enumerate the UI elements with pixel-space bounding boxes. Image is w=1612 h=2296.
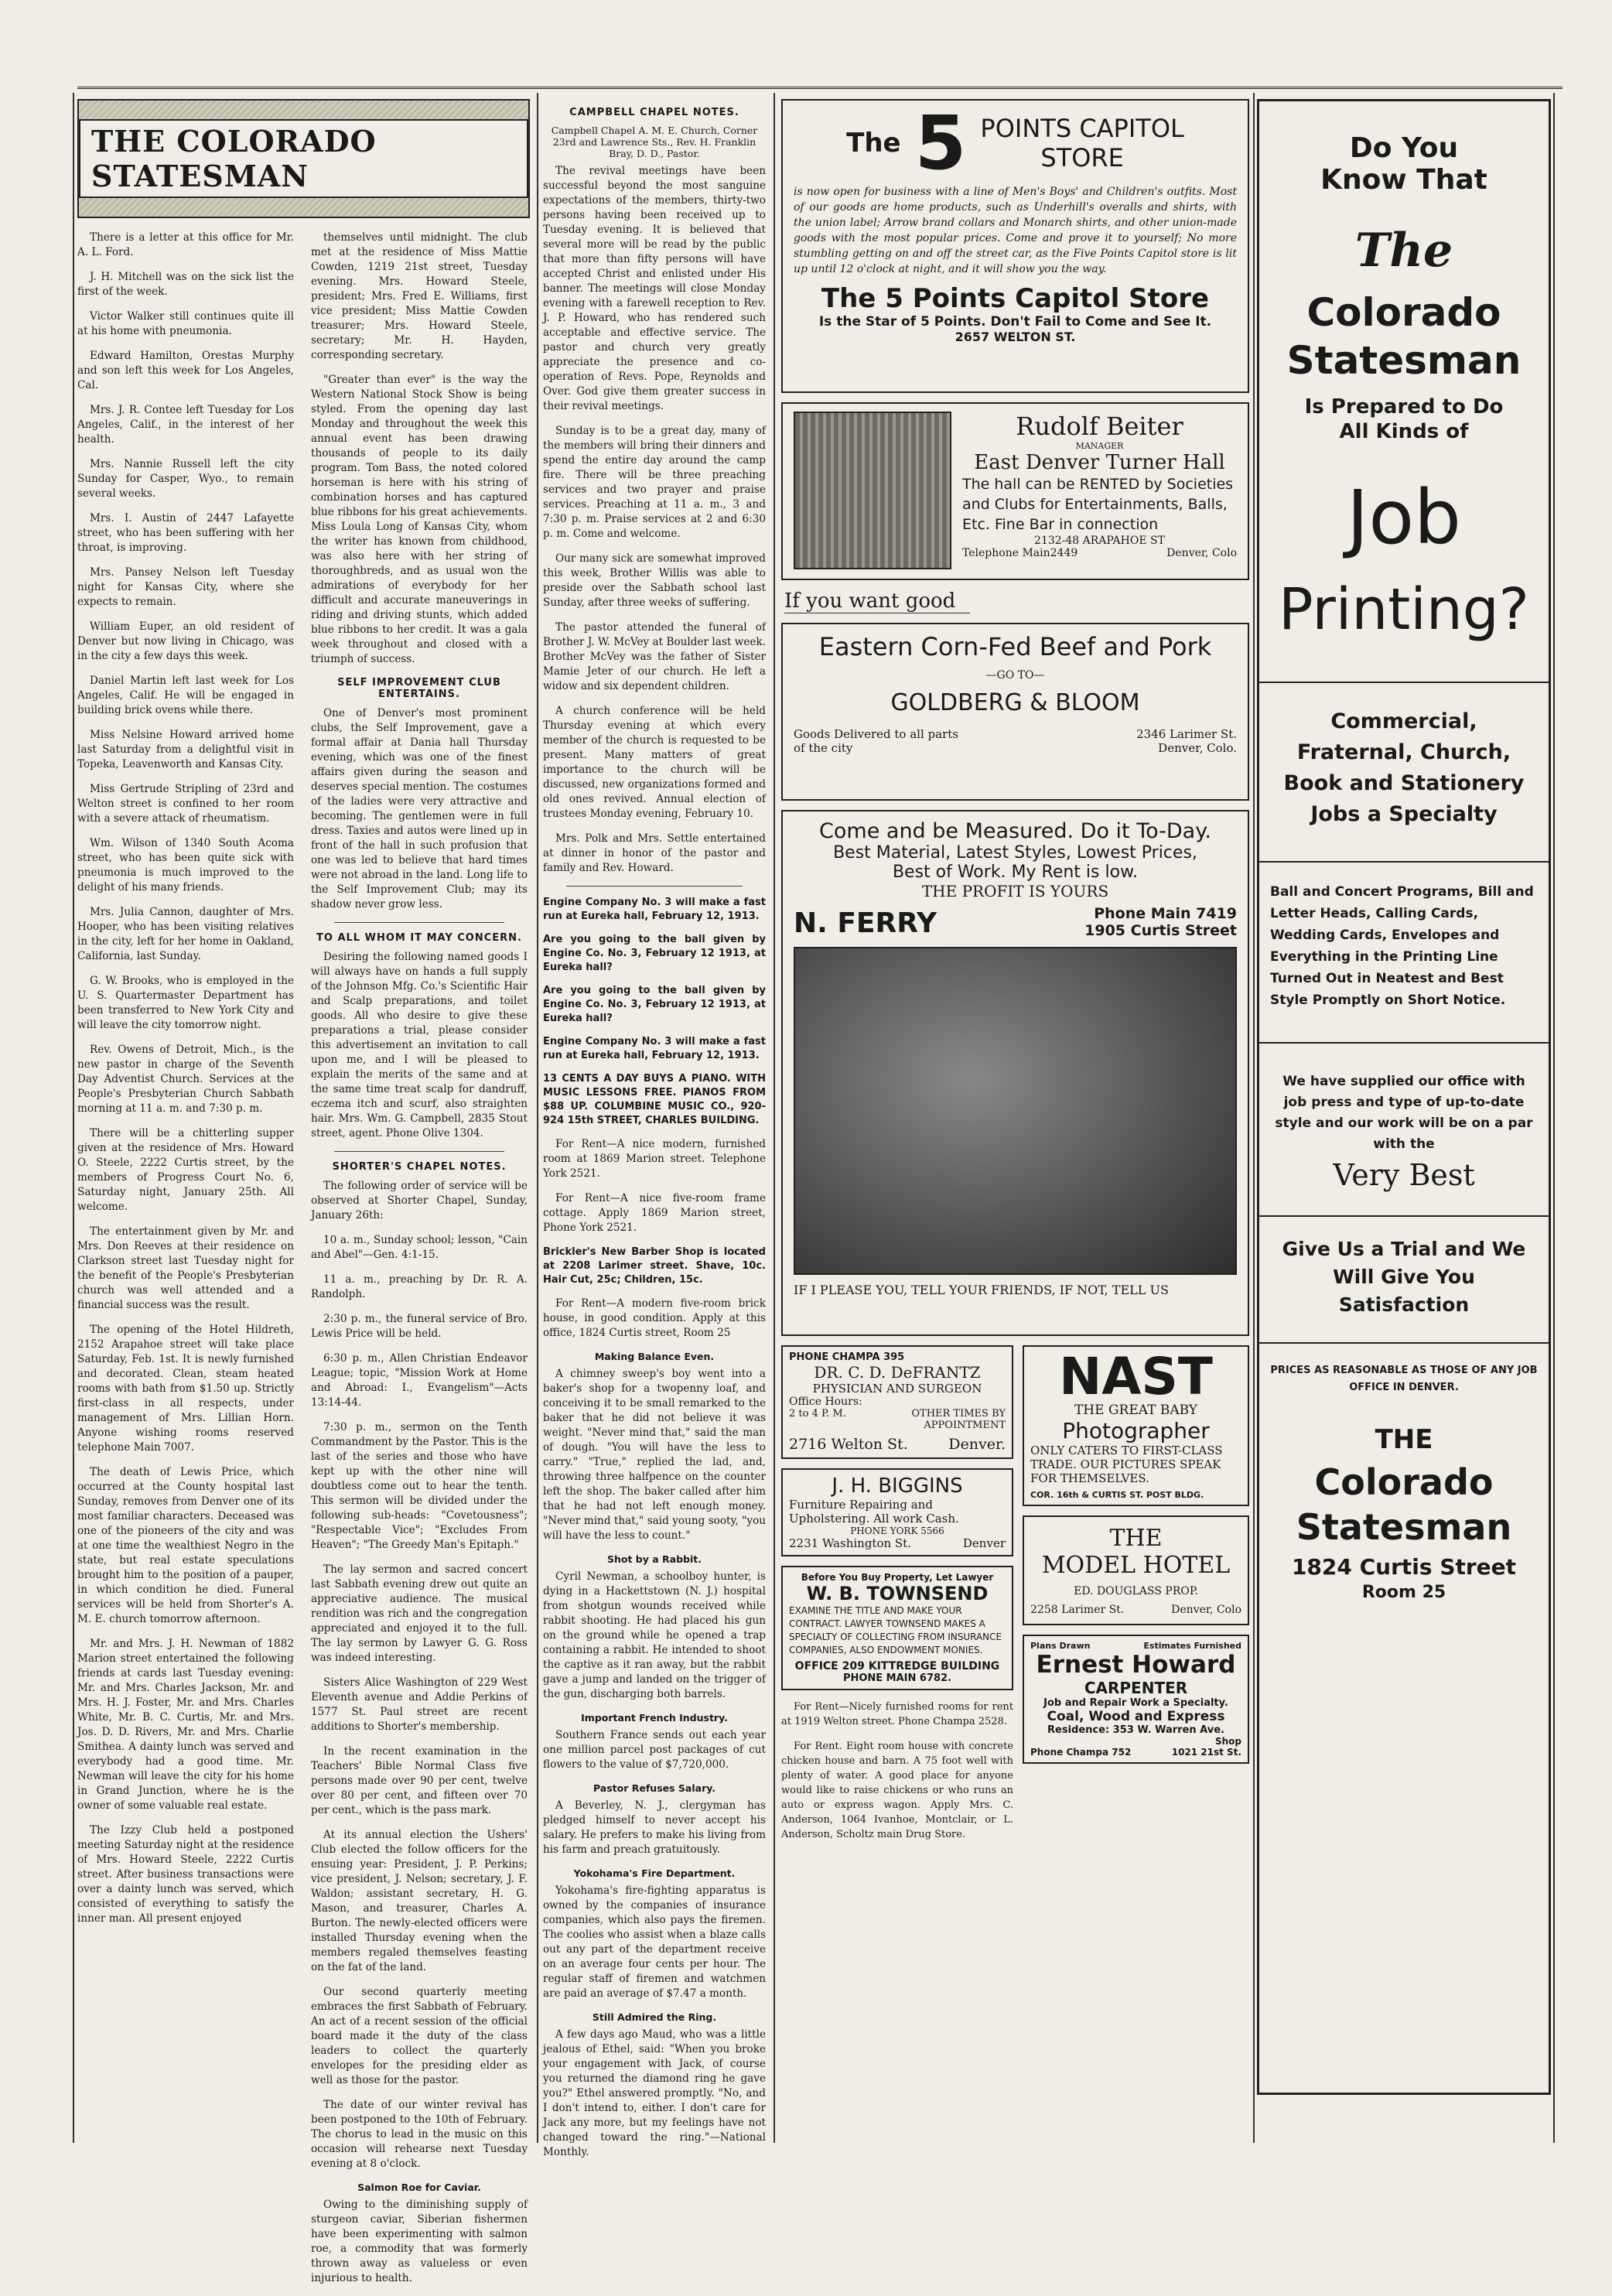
heading-balance: Making Balance Even. <box>594 1351 715 1362</box>
ad-body: Ball and Concert Programs, Bill and Letter Heads, Calling Cards, Wedding Cards, Envelopes and Everything in the Printing Line Turned Out in Neatest and Best Style Promptly on Short Notice. <box>1270 884 1534 1008</box>
paragraph: Victor Walker still continues quite ill at his home with pneumonia. <box>77 310 294 337</box>
paragraph: Our many sick are somewhat improved this week, Brother Willis was able to preside over the Sabbath school last Sunday, after three weeks of suffering. <box>543 552 766 609</box>
barber-ad: Brickler's New Barber Shop is located at 2208 Larimer street. Shave, 10c. Hair Cut, 25c; Children, 15c. <box>543 1246 766 1286</box>
column-rule <box>1553 93 1555 2143</box>
ad-address: 2346 Larimer St. <box>1136 727 1237 741</box>
model-hotel-ad <box>1023 1515 1249 1625</box>
locals-column <box>77 231 294 1936</box>
ad-text: Office Hours: <box>789 1396 862 1408</box>
ad-address: Room 25 <box>1361 1583 1446 1602</box>
defrantz-ad <box>781 1345 1013 1459</box>
small-ads-right <box>1023 1345 1249 1852</box>
ad-headline: Ernest Howard <box>1036 1651 1236 1679</box>
paragraph: Desiring the following named goods I will always have on hands a full supply of the Johnson Mfg. Co.'s Scientific Hair and Scalp preparations, and toilet goods. All who desire to give these preparations a trial, please consider this advertisement an invitation to call upon me, and I will be pleased to explain the merits of the same and at the same time treat scalp for dandruff, eczema itch and scurf, also straighten hair. Mrs. Wm. G. Campbell, 2835 Stout street, agent. Phone Olive 1304. <box>311 951 528 1139</box>
paragraph: The pastor attended the funeral of Brother J. W. McVey at Boulder last week. Brother McVey was the father of Sister Mamie Jeter of our church. He left a widow and six dependent children. <box>543 621 766 692</box>
ad-headline: Statesman <box>1296 1506 1512 1548</box>
ernest-howard-ad <box>1023 1635 1249 1764</box>
ad-text: THE PROFIT IS YOURS <box>921 882 1109 900</box>
ad-address: 1021 21st St. <box>1171 1747 1241 1758</box>
ad-text: 2 to 4 P. M. <box>789 1408 846 1420</box>
column-rule <box>73 93 74 2143</box>
ad-body: ONLY CATERS TO FIRST-CLASS TRADE. OUR PICTURES SPEAK FOR THEMSELVES. <box>1030 1444 1223 1485</box>
story-yokohama: Yokohama's fire-fighting apparatus is owned by the companies of insurance companies, which also pays the firemen. The coolies who assist when a blaze calls out any part of the department receive on an average four cents per hour. The regular staff of firemen and watchmen are paid an average of $7.47 a month. <box>543 1884 766 2000</box>
ad-text: Denver. <box>948 1436 1006 1453</box>
ad-body: Commercial, Fraternal, Church, Book and Stationery Jobs a Specialty <box>1283 709 1525 826</box>
ad-text: Coal, Wood and Express <box>1047 1709 1225 1724</box>
divider <box>334 1151 504 1152</box>
ad-text: 5 <box>914 100 967 186</box>
paragraph: 11 a. m., preaching by Dr. R. A. Randolph. <box>311 1273 528 1300</box>
paragraph: William Euper, an old resident of Denver but now living in Chicago, was in the city a few days this week. <box>77 620 294 662</box>
paragraph: Sunday is to be a great day, many of the members will bring their dinners and spend the entire day around the camp fire. There will be three preaching services and two prayer and praise services. Preaching at 11 a. m., 3 and 7:30 p. m. Praise services at 2 and 6:30 p. m. Come and welcome. <box>543 425 766 540</box>
ad-phone: Phone Main 7419 <box>1094 905 1237 922</box>
column-rule <box>774 93 775 2143</box>
ad-headline: W. B. TOWNSEND <box>806 1583 989 1604</box>
ad-body: EXAMINE THE TITLE AND MAKE YOUR CONTRACT. LAWYER TOWNSEND MAKES A SPECIALTY OF COLLECTING FROM INSURANCE COMPANIES, ALSO ENDOWMENT MONIES. <box>789 1605 1002 1655</box>
ad-text: MANAGER <box>1075 441 1124 451</box>
paragraph: themselves until midnight. The club met at the residence of Miss Mattie Cowden, 1219 21st street, Tuesday evening. Mrs. Howard Steele, president; Mrs. Fred E. Williams, first vice president; Miss Mattie Cowden treasurer; Mrs. Howard Steele, secretary; Mr. H. Hayden, corresponding secretary. <box>311 231 528 361</box>
ad-phone: PHONE CHAMPA 395 <box>789 1351 905 1363</box>
ad-headline: GOLDBERG & BLOOM <box>890 689 1140 716</box>
ad-text: Shop <box>1214 1736 1241 1747</box>
ad-address: 2132-48 ARAPAHOE ST <box>1034 535 1165 547</box>
divider <box>1259 1215 1549 1217</box>
biggins-ad <box>781 1468 1013 1556</box>
small-ads-left <box>781 1345 1013 1852</box>
ad-headline: THE <box>1109 1525 1163 1552</box>
ads-column <box>781 99 1249 2141</box>
paragraph: Miss Gertrude Stripling of 23rd and Welton street is confined to her room with a severe attack of rheumatism. <box>77 783 294 825</box>
paragraph: One of Denver's most prominent clubs, the Self Improvement, gave a formal affair at Dania hall Thursday evening, which was one of the finest affairs given during the season and deserves special mention. The costumes of the ladies were very attractive and becoming. The gentlemen were in full dress. Taxies and autos were lined up in front of the hall in such profusion that one was led to believe that hard times were not abroad in the land. Long life to the Self Improvement Club; may its shadow never grow less. <box>311 707 528 911</box>
paragraph: The Izzy Club held a postponed meeting Saturday night at the residence of Mrs. Howard Steele, 2222 Curtis street. After business transactions were over a dainty lunch was served, which consisted of everything to satisfy the inner man. All present enjoyed <box>77 1824 294 1925</box>
piano-ad: 13 CENTS A DAY BUYS A PIANO. WITH MUSIC LESSONS FREE. PIANOS FROM $88 UP. COLUMBINE MUSIC CO., 920-924 15th STREET, CHARLES BUILDING. <box>543 1073 766 1126</box>
ad-headline: Colorado <box>1314 1461 1494 1503</box>
ad-body: is now open for business with a line of Men's Boys' and Children's outfits. Most of our goods are home products, such as Underhill's overalls and shirts, with the union label; Arrow brand collars and Monarch shirts, and other union-made goods with the most popular prices. Come and prove it to yourself; No more stumbling getting on and off the street car, as the Five Points Capitol store is lit up until 12 o'clock at night, and it will show you the way. <box>794 186 1237 275</box>
column-rule <box>1253 93 1255 2143</box>
masthead-title: THE COLORADO STATESMAN <box>79 119 528 198</box>
paragraph: "Greater than ever" is the way the Western National Stock Show is being styled. From the opening day last Monday and throughout the week this annual event has been drawing thousands of people to its daily program. Tom Bass, the noted colored horseman is here with his string of combination horses and has captured blue ribbons for his great achievements. Miss Loula Long of Kansas City, whom the writer has known from childhood, was also here with her string of thoroughbreds, and as usual won the admirations of everybody for her difficult and accurate maneuverings in riding and driving stunts, which added blue ribbons to her credit. It was a gala week throughout and closed with a triumph of success. <box>311 374 528 665</box>
paragraph: Engine Company No. 3 will make a fast run at Eureka hall, February 12, 1913. <box>543 897 766 922</box>
paragraph: 6:30 p. m., Allen Christian Endeavor League; topic, "Mission Work at Home and Abroad: I., Evangelism"—Acts 13:14-44. <box>311 1352 528 1409</box>
top-rule <box>77 87 1562 89</box>
paragraph: Mrs. I. Austin of 2447 Lafayette street, who has been suffering with her throat, is improving. <box>77 512 294 554</box>
ferry-ad <box>781 810 1249 1336</box>
ad-text: Goods Delivered to all parts of the city <box>794 727 958 755</box>
paragraph: There will be a chitterling supper given at the residence of Mrs. Howard O. Steele, 2222 Curtis street, by the members of Progress Court No. 6, Saturday night, January 25th. All welcome. <box>77 1127 294 1213</box>
rent-notice: For Rent—A modern five-room brick house, in good condition. Apply at this office, 1824 Curtis street, Room 25 <box>543 1297 766 1339</box>
paragraph: Are you going to the ball given by Engine Co. No. 3, February 12 1913, at Eureka hall? <box>543 985 766 1024</box>
ad-text: STORE <box>1040 143 1124 173</box>
beiter-ad <box>781 402 1249 580</box>
paragraph: Are you going to the ball given by Engine Co. No. 3, February 12 1913, at Eureka hall? <box>543 934 766 973</box>
tailor-photo <box>794 947 1237 1275</box>
paragraph: The entertainment given by Mr. and Mrs. Don Reeves at their residence on Clarkson street last Tuesday night for the benefit of the People's Presbyterian church was well attended and a financial success was the result. <box>77 1225 294 1311</box>
five-points-ad <box>781 99 1249 393</box>
want-line: If you want good <box>784 589 970 613</box>
ad-text: Denver <box>962 1536 1006 1550</box>
paragraph: 7:30 p. m., sermon on the Tenth Commandment by the Pastor. This is the last of the series and those who have kept up with the other nine will doubtless come out to hear the tenth. This sermon will be divided under the following sub-heads: "Covetousness"; "Respectable Vice"; "Excludes From Heaven"; "The Greedy Man's Epitaph." <box>311 1421 528 1551</box>
ad-headline: DR. C. D. DeFRANTZ <box>814 1363 981 1382</box>
paragraph: The following order of service will be observed at Shorter Chapel, Sunday, January 26th: <box>311 1180 528 1221</box>
heading-self-improvement: SELF IMPROVEMENT CLUB ENTERTAINS. <box>337 677 501 700</box>
ad-text: Best Material, Latest Styles, Lowest Prices, <box>833 843 1197 863</box>
photo-caption: IF I PLEASE YOU, TELL YOUR FRIENDS, IF NOT, TELL US <box>794 1283 1169 1297</box>
campbell-header: Campbell Chapel A. M. E. Church, Corner 23rd and Lawrence Sts., Rev. H. Franklin Bray, D. D., Pastor. <box>551 125 758 159</box>
ad-text: CARPENTER <box>1084 1679 1188 1697</box>
paragraph: At its annual election the Ushers' Club elected the follow officers for the ensuing year: President, J. P. Perkins; vice president, J. Nelson; secretary, J. F. Waldon; assistant secretary, H. G. Mason, and treasurer, Charles A. Burton. The newly-elected officers were installed Thursday evening when the members regaled themselves feasting on the fat of the land. <box>311 1829 528 1973</box>
paragraph: Mrs. J. R. Contee left Tuesday for Los Angeles, Calif., in the interest of her health. <box>77 404 294 446</box>
ad-headline: N. FERRY <box>794 907 937 939</box>
ad-body: Furniture Repairing and Upholstering. All work Cash. <box>789 1498 959 1526</box>
paragraph: There is a letter at this office for Mr. A. L. Ford. <box>77 231 294 258</box>
ad-phone: Phone Champa 752 <box>1030 1747 1132 1758</box>
ad-phone: PHONE YORK 5566 <box>850 1526 944 1536</box>
turner-hall-image <box>794 412 951 569</box>
ad-headline: J. H. BIGGINS <box>832 1474 963 1498</box>
masthead <box>77 99 530 218</box>
divider <box>1259 861 1549 863</box>
ad-phone: Telephone Main2449 <box>962 547 1078 559</box>
paragraph: For Rent—A nice five-room frame cottage. Apply 1869 Marion street, Phone York 2521. <box>543 1192 766 1234</box>
ad-address: 2716 Welton St. <box>789 1436 908 1453</box>
column-rule <box>537 93 538 2143</box>
ad-headline: Job <box>1347 474 1461 561</box>
ad-body: We have supplied our office with job press and type of up-to-date style and our work will be on a par with the <box>1275 1074 1533 1152</box>
ad-address: COR. 16th & CURTIS ST. POST BLDG. <box>1030 1490 1204 1500</box>
ad-headline: Do You <box>1349 132 1459 164</box>
ad-headline: NAST <box>1059 1347 1213 1406</box>
ad-text: Photographer <box>1062 1418 1210 1444</box>
story-balance: A chimney sweep's boy went into a baker's shop for a twopenny loaf, and conceiving it to be small remarked to the baker that he did not believe it was weight. "Never mind that," said the man of dough. "You will have the less to carry." "True," replied the lad, and, throwing three halfpence on the counter left the shop. The baker called after him that he had not left enough money. "Never mind that," said young sooty, "you will have the less to count." <box>543 1368 766 1542</box>
divider <box>1259 682 1549 683</box>
ad-text: OTHER TIMES BY APPOINTMENT <box>911 1408 1006 1431</box>
paragraph: Miss Nelsine Howard arrived home last Saturday from a delightful visit in Topeka, Leavenworth and Kansas City. <box>77 729 294 770</box>
statesman-job-printing-ad <box>1257 99 1551 2095</box>
ad-address: 1824 Curtis Street <box>1291 1554 1517 1580</box>
ad-text: East Denver Turner Hall <box>974 451 1225 474</box>
paragraph: Edward Hamilton, Orestas Murphy and son left this week for Los Angeles, Cal. <box>77 350 294 391</box>
ad-text: Estimates Furnished <box>1143 1641 1241 1651</box>
paragraph: Mr. and Mrs. J. H. Newman of 1882 Marion street entertained the following friends at cards last Tuesday evening: Mr. and Mrs. Charles Jackson, Mr. and Mrs. H. J. Foster, Mr. and Mrs. Charles White, Mr. B. C. Curtis, Mr. and Mrs. Jos. D. D. Rivers, Mr. and Mrs. Charlie Smithea. A dainty lunch was served and everybody had a good time. Mr. Newman will leave the city for his home in Grand Junction, where he is the owner of some valuable real estate. <box>77 1638 294 1812</box>
heading-shorter-chapel: SHORTER'S CHAPEL NOTES. <box>332 1161 507 1173</box>
paragraph: A church conference will be held Thursday evening at which every member of the church is requested to be present. Many matters of great importance to the church will be discussed, new organizations formed and old ones revived. Annual election of trustees Monday evening, February 10. <box>543 705 766 820</box>
paragraph: Mrs. Nannie Russell left the city Sunday for Casper, Wyo., to remain several weeks. <box>77 458 294 500</box>
divider <box>334 922 504 923</box>
ad-text: Denver, Colo. <box>1158 741 1237 755</box>
paragraph: G. W. Brooks, who is employed in the U. S. Quartermaster Department has been transferred to New York City and will leave the city tomorrow night. <box>77 975 294 1031</box>
ad-text: All Kinds of <box>1339 420 1469 443</box>
paragraph: Mrs. Julia Cannon, daughter of Mrs. Hooper, who has been visiting relatives in the city, left for her home in Oakland, California, last Sunday. <box>77 906 294 962</box>
ad-body: Give Us a Trial and We Will Give You Satisfaction <box>1282 1238 1526 1316</box>
rent-notice: For Rent. Eight room house with concrete chicken house and barn. A 75 foot well with plenty of water. A good place for anyone would like to raise chickens or who runs an auto or express wagon. Apply Mrs. C. Anderson, 1064 Ivanhoe, Montclair, or L. Anderson, Scholtz main Drug Store. <box>781 1741 1013 1840</box>
ad-text: Before You Buy Property, Let Lawyer <box>801 1572 994 1583</box>
ad-headline: Know That <box>1320 164 1487 196</box>
heading-campbell-chapel: CAMPBELL CHAPEL NOTES. <box>569 107 739 118</box>
ad-text: ED. DOUGLASS PROP. <box>1074 1585 1198 1597</box>
ad-address: Residence: 353 W. Warren Ave. <box>1047 1724 1224 1736</box>
paragraph: Owing to the diminishing supply of sturgeon caviar, Siberian fishermen have been experimenting with salmon roe, a commodity that was formerly thrown away as valueless or even injurious to health. <box>311 2199 528 2284</box>
ad-text: PRICES AS REASONABLE AS THOSE OF ANY JOB OFFICE IN DENVER. <box>1270 1365 1538 1393</box>
ad-text: Denver, Colo <box>1166 547 1237 559</box>
divider <box>566 886 743 887</box>
townsend-ad <box>781 1566 1013 1690</box>
ad-headline: Printing? <box>1279 576 1529 643</box>
heading-ring: Still Admired the Ring. <box>592 2011 717 2023</box>
paragraph: Mrs. Pansey Nelson left Tuesday night for Kansas City, where she expects to remain. <box>77 566 294 608</box>
ad-text: Job and Repair Work a Specialty. <box>1043 1697 1228 1709</box>
locals-column-right <box>311 231 528 2296</box>
ad-text: PHYSICIAN AND SURGEON <box>812 1382 982 1396</box>
paragraph: Rev. Owens of Detroit, Mich., is the new pastor in charge of the Seventh Day Adventist Church. Services at the People's Presbyterian Church Sabbath morning at 11 a. m. and 7:30 p. m. <box>77 1044 294 1115</box>
ad-text: Is Prepared to Do <box>1304 395 1504 419</box>
paragraph: Engine Company No. 3 will make a fast run at Eureka hall, February 12, 1913. <box>543 1036 766 1061</box>
ad-address: 2231 Washington St. <box>789 1536 911 1550</box>
paragraph: The opening of the Hotel Hildreth, 2152 Arapahoe street will take place Saturday, Feb. 1st. It is newly furnished and decorated. Clean, steam heated rooms with bath from $1.50 up. Strictly first-class in all respects, under management of Mrs. Lillian Horn. Anyone wishing rooms reserved telephone Main 7007. <box>77 1324 294 1454</box>
ad-headline: Very Best <box>1333 1158 1475 1192</box>
ad-text: —GO TO— <box>985 669 1045 682</box>
ad-phone: PHONE MAIN 6782. <box>842 1672 952 1684</box>
news-column-2 <box>543 99 766 2158</box>
ad-text: POINTS CAPITOL <box>980 114 1184 143</box>
ad-address: 2258 Larimer St. <box>1030 1604 1125 1616</box>
ad-text: The <box>846 128 901 159</box>
ad-headline: The 5 Points Capitol Store <box>821 283 1210 314</box>
paragraph: The lay sermon and sacred concert last Sabbath evening drew out quite an appreciative audience. The musical rendition was rich and the congregation appreciated and enjoyed it to the full. The lay sermon by Lawyer G. G. Ross was indeed interesting. <box>311 1563 528 1664</box>
paragraph: Mrs. Polk and Mrs. Settle entertained at dinner in honor of the pastor and family and Rev. Howard. <box>543 832 766 874</box>
heading-yokohama: Yokohama's Fire Department. <box>573 1867 736 1879</box>
paragraph: 2:30 p. m., the funeral service of Bro. Lewis Price will be held. <box>311 1313 528 1340</box>
divider <box>1259 1042 1549 1044</box>
ad-headline: Statesman <box>1286 338 1521 383</box>
heading-salary: Pastor Refuses Salary. <box>593 1782 715 1794</box>
story-salary: A Beverley, N. J., clergyman has pledged himself to never accept his salary. He prefers to make his living from his farm and preach gratuitously. <box>543 1799 766 1856</box>
paragraph: For Rent—A nice modern, furnished room at 1869 Marion street. Telephone York 2521. <box>543 1138 766 1180</box>
paragraph: Daniel Martin left last week for Los Angeles, Calif. He will be engaged in building brick ovens while there. <box>77 675 294 716</box>
rent-notice: For Rent—Nicely furnished rooms for rent at 1919 Welton street. Phone Champa 2528. <box>781 1701 1013 1727</box>
ad-headline: Colorado <box>1306 290 1501 335</box>
paragraph: 10 a. m., Sunday school; lesson, "Cain and Abel"—Gen. 4:1-15. <box>311 1234 528 1261</box>
paragraph: J. H. Mitchell was on the sick list the first of the week. <box>77 271 294 298</box>
statesman-ad-column <box>1257 99 1551 2110</box>
paragraph: Our second quarterly meeting embraces the first Sabbath of February. An act of a recent session of the official board made it the duty of the class leaders to collect the quarterly envelopes for the presiding elder as well as those for the pastor. <box>311 1986 528 2086</box>
heading-salmon: Salmon Roe for Caviar. <box>357 2182 481 2193</box>
beef-ad <box>781 623 1249 801</box>
paragraph: The death of Lewis Price, which occurred at the County hospital last Sunday, removes from Denver one of its most familiar characters. Deceased was one of the pioneers of the city and was at one time the wealthiest Negro in the state, but real estate speculations brought him to the position of a pauper, in which condition he died. Funeral services will be held from Shorter's A. M. E. church tomorrow afternoon. <box>77 1466 294 1625</box>
paragraph: Wm. Wilson of 1340 South Acoma street, who has been quite sick with pneumonia is much improved to the delight of his many friends. <box>77 837 294 893</box>
ad-text: Is the Star of 5 Points. Don't Fail to Come and See It. <box>818 314 1212 330</box>
paragraph: In the recent examination in the Teachers' Bible Normal Class five persons made over 90 per cent, twelve over 80 per cent, and fifteen over 70 per cent., which is the pass mark. <box>311 1745 528 1816</box>
ad-text: Plans Drawn <box>1030 1641 1091 1651</box>
story-french: Southern France sends out each year one million parcel post packages of cut flowers to the value of $7,720,000. <box>543 1729 766 1771</box>
paragraph: Sisters Alice Washington of 229 West Eleventh avenue and Addie Perkins of 1577 St. Paul street are recent additions to Shorter's membership. <box>311 1676 528 1733</box>
ad-headline: Rudolf Beiter <box>1016 412 1183 441</box>
ad-address: 2657 WELTON ST. <box>955 330 1076 344</box>
ad-headline: Come and be Measured. Do it To-Day. <box>819 819 1211 843</box>
ad-address: OFFICE 209 KITTREDGE BUILDING <box>794 1660 1000 1672</box>
ad-address: 1905 Curtis Street <box>1084 922 1237 939</box>
story-ring: A few days ago Maud, who was a little jealous of Ethel, said: "When you broke your engagement with Jack, of course you returned the diamond ring he gave you?" Ethel answered promptly. "No, and I don't intend to, either. I don't care for Jack any more, but my feelings have not changed toward the ring."—National Monthly. <box>543 2028 766 2158</box>
ad-headline: THE <box>1375 1424 1433 1455</box>
nast-ad <box>1023 1345 1249 1506</box>
ad-headline: Eastern Corn-Fed Beef and Pork <box>818 632 1212 661</box>
heading-rabbit: Shot by a Rabbit. <box>606 1553 702 1565</box>
ad-headline: MODEL HOTEL <box>1041 1552 1231 1579</box>
ad-body: The hall can be RENTED by Societies and Clubs for Entertainments, Balls, Etc. Fine Bar in connection <box>962 476 1234 533</box>
heading-french: Important French Industry. <box>581 1712 728 1724</box>
divider <box>1259 1342 1549 1344</box>
story-rabbit: Cyril Newman, a schoolboy hunter, is dying in a Hackettstown (N. J.) hospital from shotgun wounds received while rabbit shooting. He had placed his gun on the ground while he opened a trap containing a rabbit. He intended to shoot the captive as it ran away, but the rabbit gave a jump and landed on the trigger of the gun, discharging both barrels. <box>543 1570 766 1700</box>
paragraph: The revival meetings have been successful beyond the most sanguine expectations of the members, thirty-two persons having been received up to Tuesday evening. It is believed that several more will be read by the public that more than fifty persons will have accepted Christ and enlisted under His banner. The meetings will close Monday evening with a farewell reception to Rev. J. P. Howard, who has rendered such acceptable and effective service. The pastor and church very greatly appreciate the presence and co-operation of Revs. Pope, Reynolds and Over. God give them greater success in their revival meetings. <box>543 165 766 412</box>
heading-all-whom: TO ALL WHOM IT MAY CONCERN. <box>316 932 522 944</box>
ad-text: Best of Work. My Rent is low. <box>892 863 1139 882</box>
paragraph: The date of our winter revival has been postponed to the 10th of February. The chorus to lead in the music on this occasion will rehearse next Tuesday evening at 8 o'clock. <box>311 2099 528 2170</box>
ad-headline: The <box>1354 224 1453 278</box>
news-column-1 <box>77 99 530 2284</box>
ad-text: THE GREAT BABY <box>1074 1403 1198 1418</box>
ad-text: Denver, Colo <box>1171 1604 1241 1616</box>
